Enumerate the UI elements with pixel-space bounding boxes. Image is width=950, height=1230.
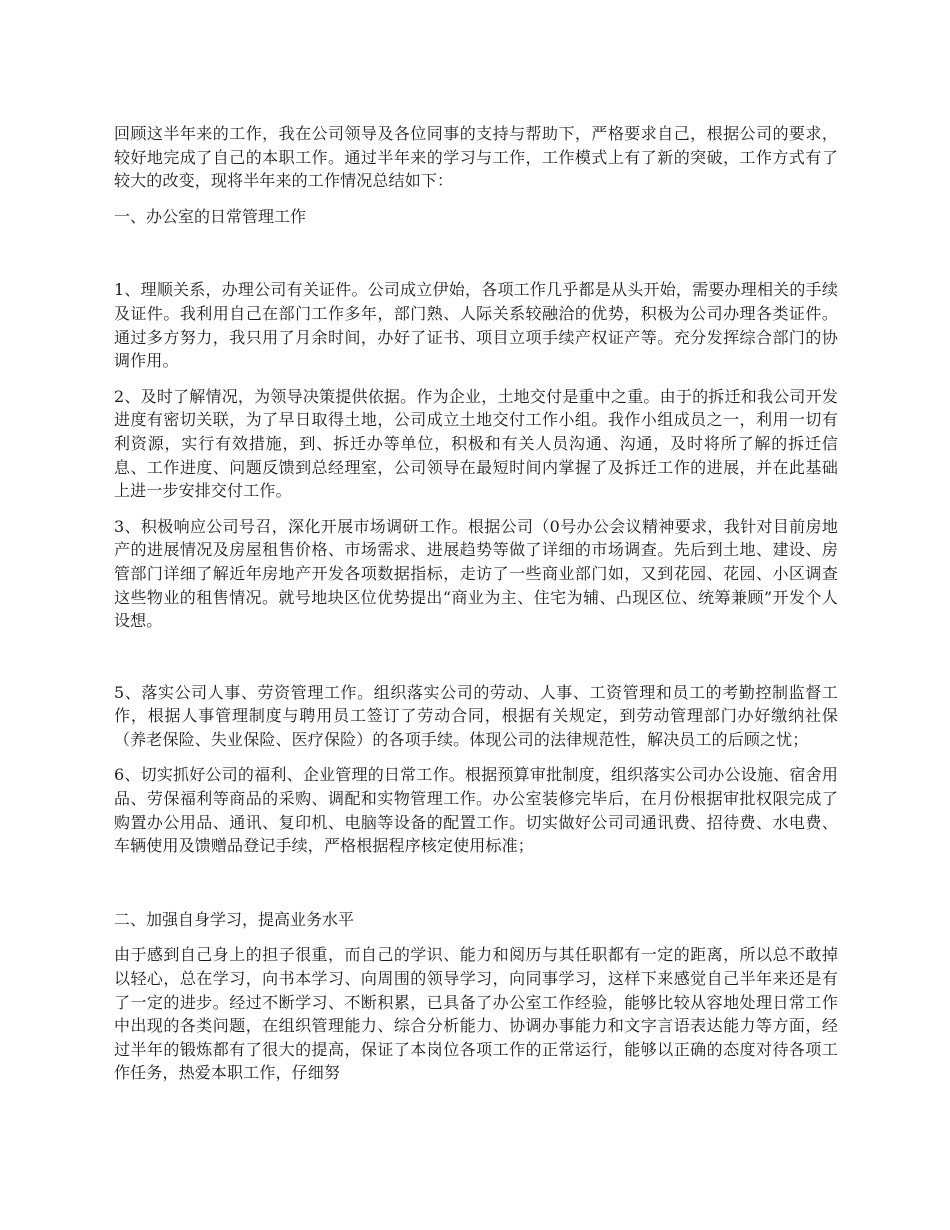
item-2-paragraph: 2、及时了解情况，为领导决策提供依据。作为企业，土地交付是重中之重。由于的拆迁和我公司开发进度有密切关联，为了早日取得土地，公司成立土地交付工作小组。我作小组成员之一，利用一切有利资源，实行有效措施，到、拆迁办等单位，积极和有关人员沟通、沟通，及时将所了解的拆迁信息、工作进度、问题反馈到总经理室，公司领导在最短时间内掌握了及拆迁工作的进展，并在此基础上进一步安排交付工作。 [114,386,838,501]
spacer [114,645,838,681]
section-2-paragraph: 由于感到自己身上的担子很重，而自己的学识、能力和阅历与其任职都有一定的距离，所以总不敢掉以轻心，总在学习，向书本学习、向周围的领导学习，向同事学习，这样下来感觉自己半年来还是有了一定的进步。经过不断学习、不断积累，已具备了办公室工作经验，能够比较从容地处理日常工作中出现的各类问题，在组织管理能力、综合分析能力、协调办事能力和文字言语表达能力等方面，经过半年的锻炼都有了很大的提高，保证了本岗位各项工作的正常运行，能够以正确的态度对待各项工作任务，热爱本职工作，仔细努 [114,945,838,1083]
item-6-paragraph: 6、切实抓好公司的福利、企业管理的日常工作。根据预算审批制度，组织落实公司办公设施、宿舍用品、劳保福利等商品的采购、调配和实物管理工作。办公室装修完毕后，在月份根据审批权限完成了购置办公用品、通讯、复印机、电脑等设备的配置工作。切实做好公司司通讯费、招待费、水电费、车辆使用及馈赠品登记手续，严格根据程序核定使用标准； [114,765,838,856]
document-body [114,122,838,1097]
section-2-heading: 二、加强自身学习，提高业务水平 [114,909,355,929]
item-1-paragraph: 1、理顺关系，办理公司有关证件。公司成立伊始，各项工作几乎都是从头开始，需要办理相关的手续及证件。我利用自己在部门工作多年，部门熟、人际关系较融洽的优势，积极为公司办理各类证件。通过多方努力，我只用了月余时间，办好了证书、项目立项手续产权证产等。充分发挥综合部门的协调作用。 [114,280,838,371]
item-3-paragraph: 3、积极响应公司号召，深化开展市场调研工作。根据公司（0号办公会议精神要求，我针对目前房地产的进展情况及房屋租售价格、市场需求、进展趋势等做了详细的市场调查。先后到土地、建设、房管部门详细了解近年房地产开发各项数据指标，走访了一些商业部门如，又到花园、花园、小区调查这些物业的租售情况。就号地块区位优势提出“商业为主、住宅为辅、凸现区位、统筹兼顾”开发个人设想。 [114,516,838,631]
section-1-heading: 一、办公室的日常管理工作 [114,206,307,226]
spacer [114,870,838,908]
spacer [114,240,838,278]
item-5-paragraph: 5、落实公司人事、劳资管理工作。组织落实公司的劳动、人事、工资管理和员工的考勤控制监督工作，根据人事管理制度与聘用员工签订了劳动合同，根据有关规定，到劳动管理部门办好缴纳社保（养老保险、失业保险、医疗保险）的各项手续。体现公司的法律规范性，解决员工的后顾之忧； [114,682,838,749]
intro-paragraph: 回顾这半年来的工作，我在公司领导及各位同事的支持与帮助下，严格要求自己，根据公司的要求，较好地完成了自己的本职工作。通过半年来的学习与工作，工作模式上有了新的突破，工作方式有了较大的改变，现将半年来的工作情况总结如下： [114,124,838,191]
